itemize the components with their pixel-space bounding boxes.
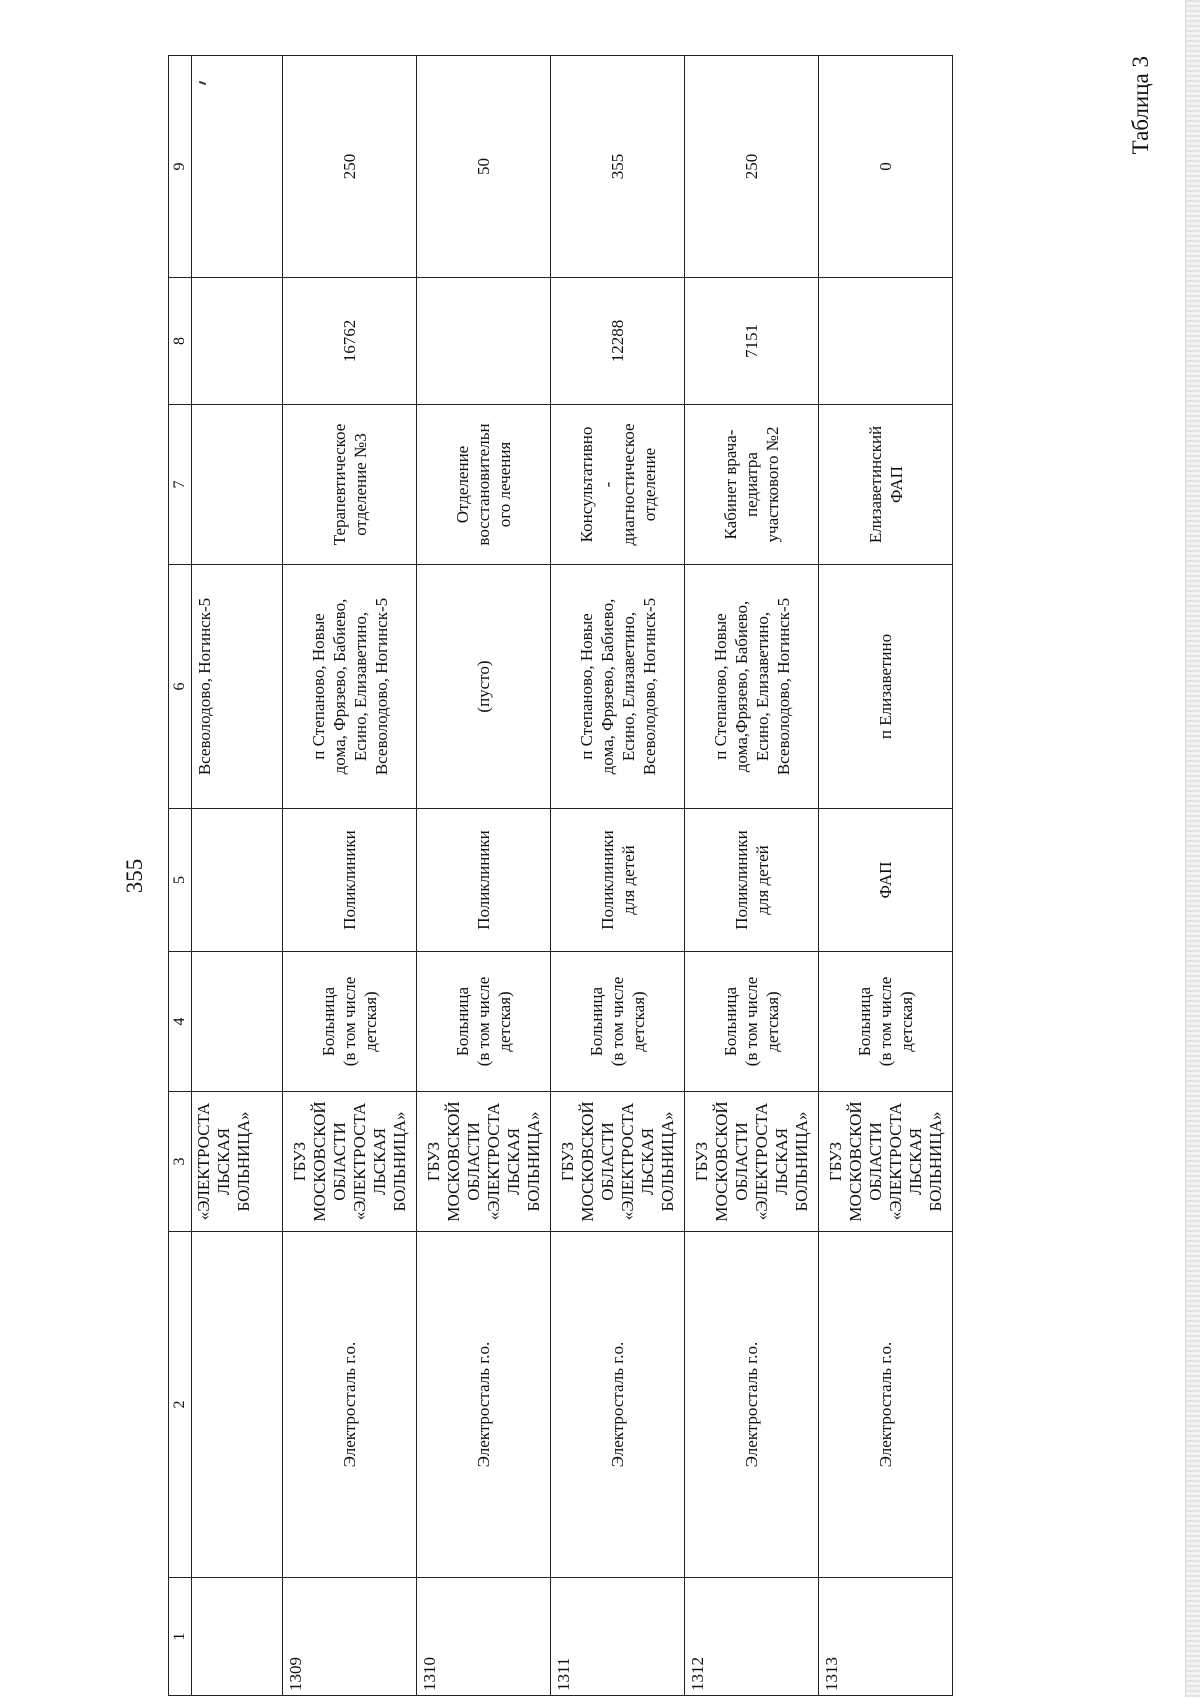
unit-cell: Консультативно - диагностическое отделение [551, 405, 685, 565]
column-header: 2 [169, 1232, 192, 1578]
facility-type-cell [192, 952, 283, 1092]
continuation-row [192, 56, 283, 1696]
settlements-cell: п Степаново, Новые дома, Фрязево, Бабиево, Есино, Елизаветино, Всеволодово, Ногинск-5 [283, 565, 417, 809]
population-cell: 12288 [551, 278, 685, 405]
unit-cell [192, 405, 283, 565]
value-cell: 250 [685, 56, 819, 278]
table-row [417, 56, 551, 1696]
column-header: 8 [169, 278, 192, 405]
value-cell: 355 [551, 56, 685, 278]
value-cell: 50 [417, 56, 551, 278]
rotated-page [118, 56, 1178, 1696]
column-header: 5 [169, 809, 192, 952]
district-cell [192, 1232, 283, 1578]
row-number [192, 1578, 283, 1696]
facility-kind-cell: Поликлиники [283, 809, 417, 952]
unit-cell: Елизаветинский ФАП [819, 405, 953, 565]
table-row [283, 56, 417, 1696]
column-header: 6 [169, 565, 192, 809]
population-cell [192, 278, 283, 405]
table-caption: Таблица 3 [1128, 56, 1153, 155]
facility-kind-cell: Поликлиники [417, 809, 551, 952]
value-cell [192, 56, 283, 278]
value-cell: 0 [819, 56, 953, 278]
table-row [551, 56, 685, 1696]
organization-cell: «ЭЛЕКТРОСТА ЛЬСКАЯ БОЛЬНИЦА» [192, 1092, 283, 1232]
column-header: 9 [169, 56, 192, 278]
row-number: 1313 [819, 1578, 953, 1696]
district-cell: Электросталь г.о. [819, 1232, 953, 1578]
population-cell: 7151 [685, 278, 819, 405]
population-cell [417, 278, 551, 405]
facility-kind-cell: Поликлиники для детей [685, 809, 819, 952]
organization-cell: ГБУЗ МОСКОВСКОЙ ОБЛАСТИ «ЭЛЕКТРОСТА ЛЬСКАЯ БОЛЬНИЦА» [551, 1092, 685, 1232]
column-header: 7 [169, 405, 192, 565]
data-table [168, 55, 953, 1696]
value-cell: 250 [283, 56, 417, 278]
header-row [169, 56, 192, 1696]
facility-type-cell: Больница (в том числе детская) [283, 952, 417, 1092]
settlements-cell: (пусто) [417, 565, 551, 809]
row-number: 1309 [283, 1578, 417, 1696]
organization-cell: ГБУЗ МОСКОВСКОЙ ОБЛАСТИ «ЭЛЕКТРОСТА ЛЬСКАЯ БОЛЬНИЦА» [819, 1092, 953, 1232]
facility-type-cell: Больница (в том числе детская) [819, 952, 953, 1092]
row-number: 1310 [417, 1578, 551, 1696]
settlements-cell: п Степаново, Новые дома, Фрязево, Бабиево, Есино, Елизаветино, Всеволодово, Ногинск-5 [551, 565, 685, 809]
facility-type-cell: Больница (в том числе детская) [685, 952, 819, 1092]
facility-type-cell: Больница (в том числе детская) [551, 952, 685, 1092]
unit-cell: Кабинет врача- педиатра участкового №2 [685, 405, 819, 565]
table-row [685, 56, 819, 1696]
population-cell: 16762 [283, 278, 417, 405]
organization-cell: ГБУЗ МОСКОВСКОЙ ОБЛАСТИ «ЭЛЕКТРОСТА ЛЬСКАЯ БОЛЬНИЦА» [685, 1092, 819, 1232]
facility-kind-cell: ФАП [819, 809, 953, 952]
scan-edge [1185, 0, 1200, 1697]
column-header: 3 [169, 1092, 192, 1232]
organization-cell: ГБУЗ МОСКОВСКОЙ ОБЛАСТИ «ЭЛЕКТРОСТА ЛЬСКАЯ БОЛЬНИЦА» [283, 1092, 417, 1232]
district-cell: Электросталь г.о. [283, 1232, 417, 1578]
district-cell: Электросталь г.о. [417, 1232, 551, 1578]
settlements-cell: п Елизаветино [819, 565, 953, 809]
row-number: 1311 [551, 1578, 685, 1696]
district-cell: Электросталь г.о. [685, 1232, 819, 1578]
column-header: 4 [169, 952, 192, 1092]
row-number: 1312 [685, 1578, 819, 1696]
district-cell: Электросталь г.о. [551, 1232, 685, 1578]
population-cell [819, 278, 953, 405]
unit-cell: Терапевтическое отделение №3 [283, 405, 417, 565]
facility-kind-cell [192, 809, 283, 952]
table-row [819, 56, 953, 1696]
settlements-cell: Всеволодово, Ногинск-5 [192, 565, 283, 809]
page-number: 355 [122, 858, 147, 894]
facility-kind-cell: Поликлиники для детей [551, 809, 685, 952]
column-header: 1 [169, 1578, 192, 1696]
organization-cell: ГБУЗ МОСКОВСКОЙ ОБЛАСТИ «ЭЛЕКТРОСТА ЛЬСКАЯ БОЛЬНИЦА» [417, 1092, 551, 1232]
facility-type-cell: Больница (в том числе детская) [417, 952, 551, 1092]
settlements-cell: п Степаново, Новые дома,Фрязево, Бабиево, Есино, Елизаветино, Всеволодово, Ногинск-5 [685, 565, 819, 809]
unit-cell: Отделение восстановительн ого лечения [417, 405, 551, 565]
